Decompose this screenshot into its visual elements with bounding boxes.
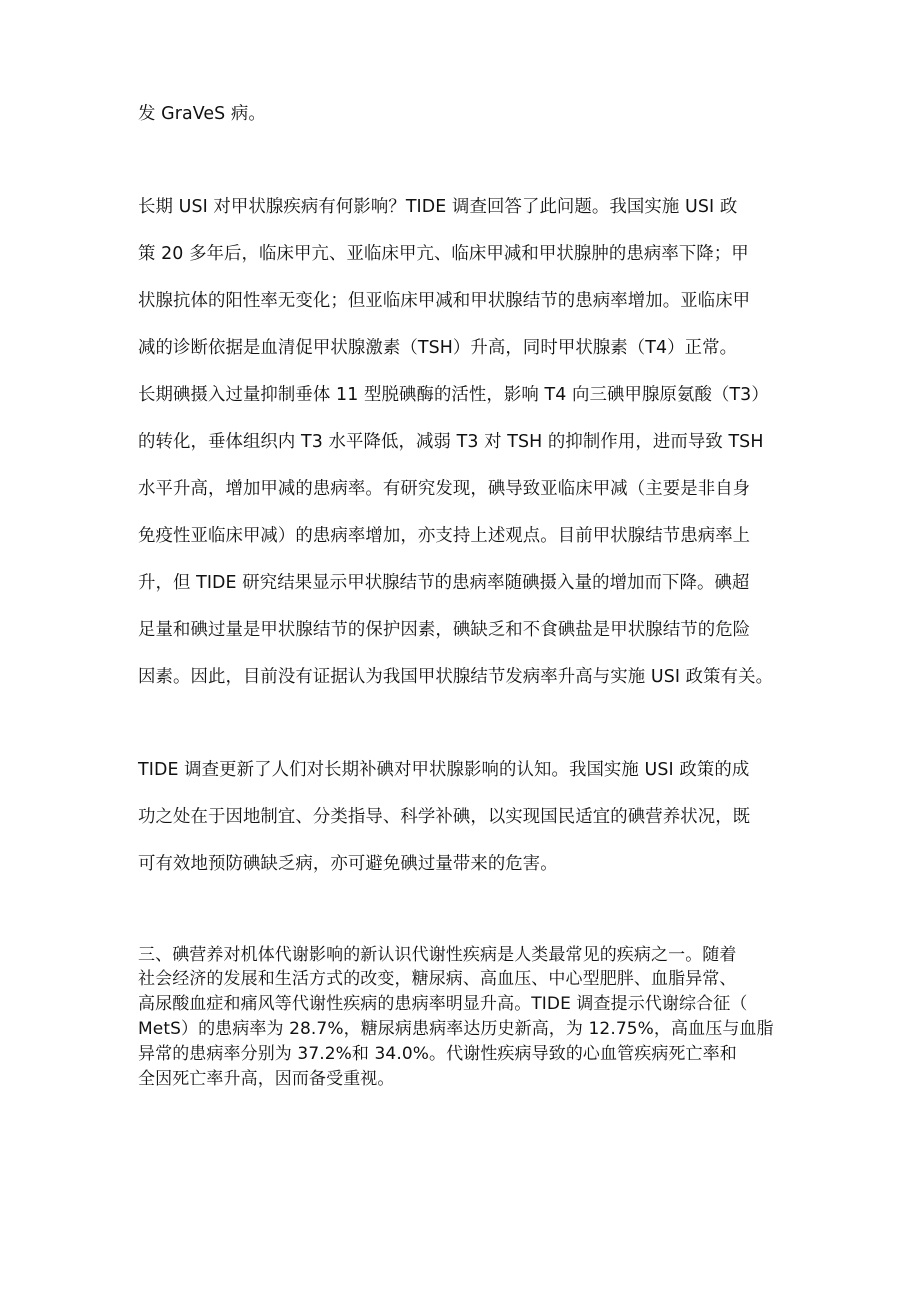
paragraph-1-line-10: 因素。因此，目前没有证据认为我国甲状腺结节发病率升高与实施 USI 政策有关。 bbox=[138, 667, 774, 687]
paragraph-1-line-9: 足量和碘过量是甲状腺结节的保护因素，碘缺乏和不食碘盐是甲状腺结节的危险 bbox=[138, 620, 751, 640]
paragraph-1-line-7: 免疫性亚临床甲减）的患病率增加，亦支持上述观点。目前甲状腺结节患病率上 bbox=[138, 526, 751, 546]
paragraph-1-line-2: 状腺抗体的阳性率无变化；但亚临床甲减和甲状腺结节的患病率增加。亚临床甲 bbox=[138, 291, 751, 311]
paragraph-3-line-2: 高尿酸血症和痛风等代谢性疾病的患病率明显升高。TIDE 调查提示代谢综合征（ bbox=[138, 994, 748, 1014]
paragraph-0-line-0: 发 GraVeS 病。 bbox=[138, 104, 266, 124]
paragraph-3-line-3: MetS）的患病率为 28.7%，糖尿病患病率达历史新高，为 12.75%，高血压与血脂 bbox=[138, 1019, 774, 1039]
paragraph-1-line-0: 长期 USI 对甲状腺疾病有何影响？TIDE 调查回答了此问题。我国实施 USI 政 bbox=[138, 197, 738, 217]
paragraph-3-line-1: 社会经济的发展和生活方式的改变，糖尿病、高血压、中心型肥胖、血脂异常、 bbox=[138, 969, 737, 989]
paragraph-3-line-4: 异常的患病率分别为 37.2%和 34.0%。代谢性疾病导致的心血管疾病死亡率和 bbox=[138, 1044, 737, 1064]
paragraph-2-line-0: TIDE 调查更新了人们对长期补碘对甲状腺影响的认知。我国实施 USI 政策的成 bbox=[138, 760, 750, 780]
paragraph-3-line-0: 三、碘营养对机体代谢影响的新认识代谢性疾病是人类最常见的疾病之一。随着 bbox=[138, 945, 737, 965]
paragraph-2-line-1: 功之处在于因地制宜、分类指导、科学补碘，以实现国民适宜的碘营养状况，既 bbox=[138, 807, 751, 827]
paragraph-1-line-6: 水平升高，增加甲减的患病率。有研究发现，碘导致亚临床甲减（主要是非自身 bbox=[138, 479, 751, 499]
paragraph-1-line-3: 减的诊断依据是血清促甲状腺激素（TSH）升高，同时甲状腺素（T4）正常。 bbox=[138, 338, 738, 358]
paragraph-3-line-5: 全因死亡率升高，因而备受重视。 bbox=[138, 1069, 395, 1089]
paragraph-1-line-1: 策 20 多年后，临床甲亢、亚临床甲亢、临床甲减和甲状腺肿的患病率下降；甲 bbox=[138, 244, 749, 264]
paragraph-2-line-2: 可有效地预防碘缺乏病，亦可避免碘过量带来的危害。 bbox=[138, 854, 558, 874]
paragraph-1-line-5: 的转化，垂体组织内 T3 水平降低，减弱 T3 对 TSH 的抑制作用，进而导致 TSH bbox=[138, 432, 764, 452]
paragraph-1-line-4: 长期碘摄入过量抑制垂体 11 型脱碘酶的活性，影响 T4 向三碘甲腺原氨酸（T3） bbox=[138, 385, 769, 405]
paragraph-1-line-8: 升，但 TIDE 研究结果显示甲状腺结节的患病率随碘摄入量的增加而下降。碘超 bbox=[138, 573, 750, 593]
